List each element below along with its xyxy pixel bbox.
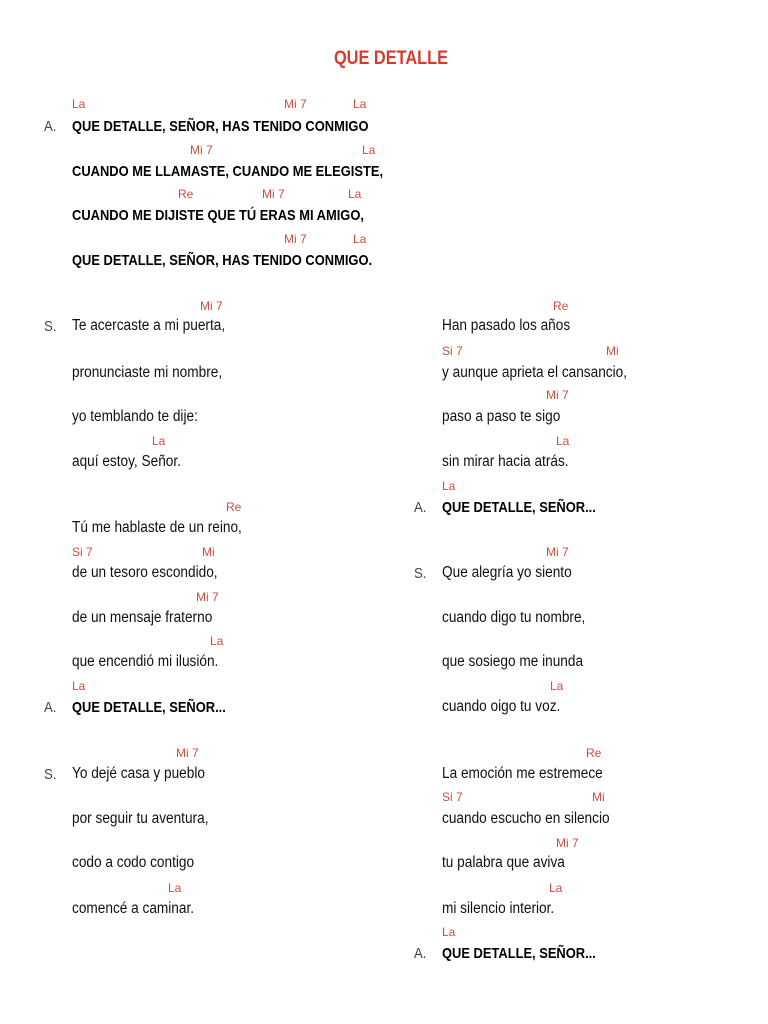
chord: La <box>442 925 456 939</box>
chord: Re <box>226 500 242 514</box>
chord: Re <box>178 187 194 201</box>
chord: La <box>353 232 367 246</box>
chord: Mi 7 <box>546 545 569 559</box>
chorus-line: QUE DETALLE, SEÑOR... <box>72 699 226 716</box>
chorus-line: QUE DETALLE, SEÑOR... <box>442 499 596 516</box>
lyric-line: Te acercaste a mi puerta, <box>72 317 226 334</box>
lyric-line: yo temblando te dije: <box>72 408 198 425</box>
lyric-line: codo a codo contigo <box>72 854 195 871</box>
chord: Mi 7 <box>284 97 307 111</box>
chord: Si 7 <box>72 545 93 559</box>
chorus-marker: A. <box>44 118 57 135</box>
lyric-line: de un tesoro escondido, <box>72 564 218 581</box>
chord: Mi 7 <box>262 187 285 201</box>
lyric-line: Tú me hablaste de un reino, <box>72 519 242 536</box>
chorus-line: QUE DETALLE, SEÑOR... <box>442 945 596 962</box>
chord: Mi 7 <box>196 590 219 604</box>
chord: Re <box>553 299 569 313</box>
chord: La <box>168 881 182 895</box>
lyric-line: Yo dejé casa y pueblo <box>72 765 205 782</box>
lyric-line: sin mirar hacia atrás. <box>442 453 569 470</box>
lyric-line: cuando oigo tu voz. <box>442 698 561 715</box>
chord: La <box>210 634 224 648</box>
chord: Mi 7 <box>546 388 569 402</box>
lyric-line: pronunciaste mi nombre, <box>72 364 223 381</box>
lyric-line: Que alegría yo siento <box>442 564 572 581</box>
lyric-line: Han pasado los años <box>442 317 571 334</box>
chord: Re <box>586 746 602 760</box>
chorus-line: CUANDO ME LLAMASTE, CUANDO ME ELEGISTE, <box>72 163 384 180</box>
lyric-line: tu palabra que aviva <box>442 854 565 871</box>
chord: La <box>348 187 362 201</box>
chord: Si 7 <box>442 344 463 358</box>
stanza-marker: S. <box>44 766 57 783</box>
chord: Mi <box>202 545 215 559</box>
chorus-line: CUANDO ME DIJISTE QUE TÚ ERAS MI AMIGO, <box>72 207 364 224</box>
lyric-line: que encendió mi ilusión. <box>72 653 219 670</box>
lyric-line: aquí estoy, Señor. <box>72 453 181 470</box>
chord: Mi 7 <box>284 232 307 246</box>
lyric-line: cuando escucho en silencio <box>442 810 610 827</box>
lyric-line: que sosiego me inunda <box>442 653 584 670</box>
chord: La <box>549 881 563 895</box>
chord: Mi 7 <box>176 746 199 760</box>
chord: La <box>72 679 86 693</box>
chord: La <box>353 97 367 111</box>
chorus-marker: A. <box>44 699 57 716</box>
lyric-line: por seguir tu aventura, <box>72 810 209 827</box>
chord: La <box>362 143 376 157</box>
chord: Mi 7 <box>190 143 213 157</box>
chorus-line: QUE DETALLE, SEÑOR, HAS TENIDO CONMIGO <box>72 118 369 135</box>
chord: La <box>550 679 564 693</box>
chord: La <box>556 434 570 448</box>
lyric-line: cuando digo tu nombre, <box>442 609 586 626</box>
lyric-line: La emoción me estremece <box>442 765 603 782</box>
chord: La <box>442 479 456 493</box>
chord: Mi 7 <box>200 299 223 313</box>
lyric-line: de un mensaje fraterno <box>72 609 213 626</box>
chord: Mi <box>592 790 605 804</box>
chorus-line: QUE DETALLE, SEÑOR, HAS TENIDO CONMIGO. <box>72 252 373 269</box>
stanza-marker: S. <box>44 318 57 335</box>
song-title: QUE DETALLE <box>333 48 449 69</box>
chorus-marker: A. <box>414 499 427 516</box>
chord: La <box>152 434 166 448</box>
chord: Si 7 <box>442 790 463 804</box>
stanza-marker: S. <box>414 565 427 582</box>
lyric-line: mi silencio interior. <box>442 900 555 917</box>
chord: Mi 7 <box>556 836 579 850</box>
chorus-marker: A. <box>414 945 427 962</box>
lyric-line: y aunque aprieta el cansancio, <box>442 364 628 381</box>
lyric-line: paso a paso te sigo <box>442 408 561 425</box>
chord: Mi <box>606 344 619 358</box>
lyric-line: comencé a caminar. <box>72 900 195 917</box>
chord: La <box>72 97 86 111</box>
